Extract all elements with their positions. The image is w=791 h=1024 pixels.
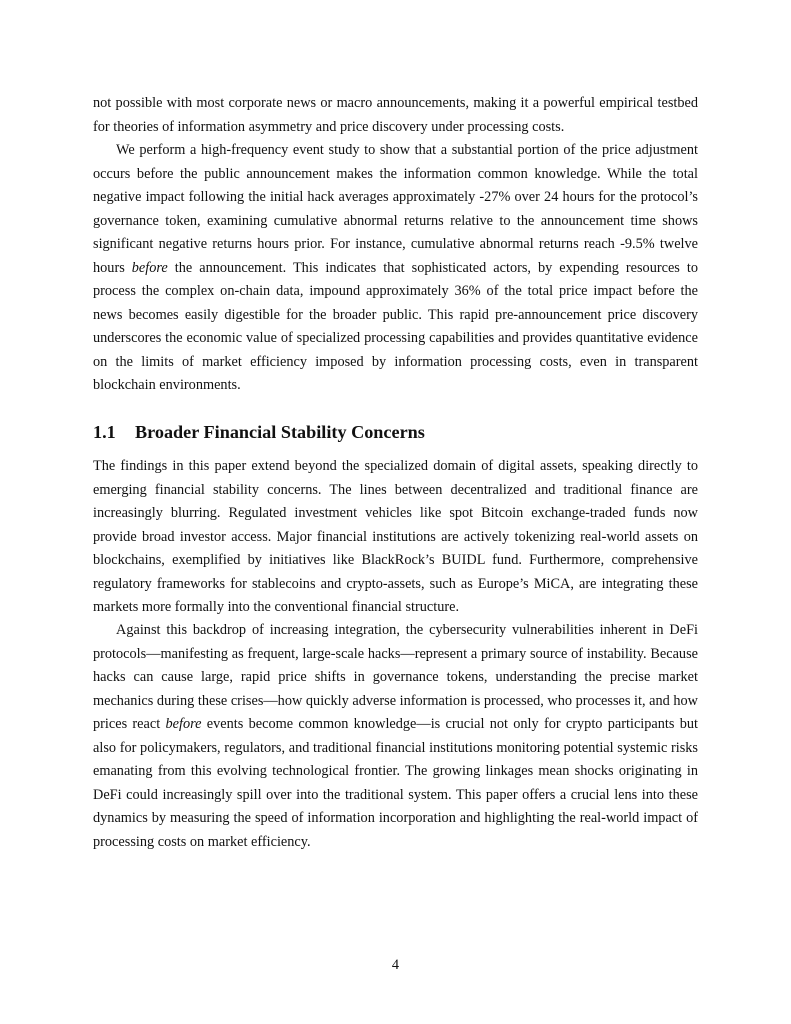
paragraph-integration	[93, 619, 698, 854]
paragraph-findings	[93, 455, 698, 620]
paragraph-text: the announcement. This indicates that sophisticated actors, by expending resources to process the complex on-chain data, impound approximately 36% of the total price impact before the news becomes easily digestible for the broader public. This rapid pre-announcement price discovery underscores the economic value of specialized processing capabilities and provides quantitative evidence on the limits of market efficiency imposed by information processing costs, even in transparent blockchain environments.	[93, 259, 698, 393]
page-number: 4	[391, 957, 400, 973]
paragraph-event-study	[93, 139, 698, 398]
paragraph-text: not possible with most corporate news or macro announcements, making it a powerful empirical testbed for theories of information asymmetry and price discovery under processing costs.	[93, 95, 698, 135]
section-heading	[93, 420, 425, 444]
emphasis-text: before	[165, 716, 202, 732]
paragraph-text: We perform a high-frequency event study to show that a substantial portion of the price adjustment occurs before the public announcement makes the information common knowledge. While the total negative impact following the initial hack averages approximately -27% over 24 hours for the protocol’s governance token, examining cumulative abnormal returns relative to the announcement time shows significant negative returns hours prior. For instance, cumulative abnormal returns reach -9.5% twelve hours	[93, 142, 698, 276]
paragraph-text: Against this backdrop of increasing integration, the cybersecurity vulnerabilities inherent in DeFi protocols—manifesting as frequent, large-scale hacks—represent a primary source of instability. Because hacks can cause large, rapid price shifts in governance tokens, understanding the precise market mechanics during these crises—how quickly adverse information is processed, who processes it, and how prices react	[93, 622, 698, 732]
emphasis-text: before	[131, 259, 168, 276]
paragraph-text: The findings in this paper extend beyond the specialized domain of digital assets, speaking directly to emerging financial stability concerns. The lines between decentralized and traditional finance are increasingly blurring. Regulated investment vehicles like spot Bitcoin exchange-traded funds now provide broad investor access. Major financial institutions are actively tokenizing real-world assets on blockchains, exemplified by initiatives like BlackRock’s BUIDL fund. Furthermore, comprehensive regulatory frameworks for stablecoins and crypto-assets, such as Europe’s MiCA, are integrating these markets more formally into the conventional financial structure.	[93, 458, 698, 615]
section-number: 1.1	[93, 422, 116, 442]
paragraph-text: events become common knowledge—is crucial not only for crypto participants but also for policymakers, regulators, and traditional financial institutions monitoring potential systemic risks emanating from this evolving technological frontier. The growing linkages mean shocks originating in DeFi could increasingly spill over into the traditional system. This paper offers a crucial lens into these dynamics by measuring the speed of information incorporation and highlighting the real-world impact of processing costs on market efficiency.	[93, 716, 698, 850]
section-title: Broader Financial Stability Concerns	[135, 422, 425, 442]
paragraph-continuation	[93, 92, 698, 139]
